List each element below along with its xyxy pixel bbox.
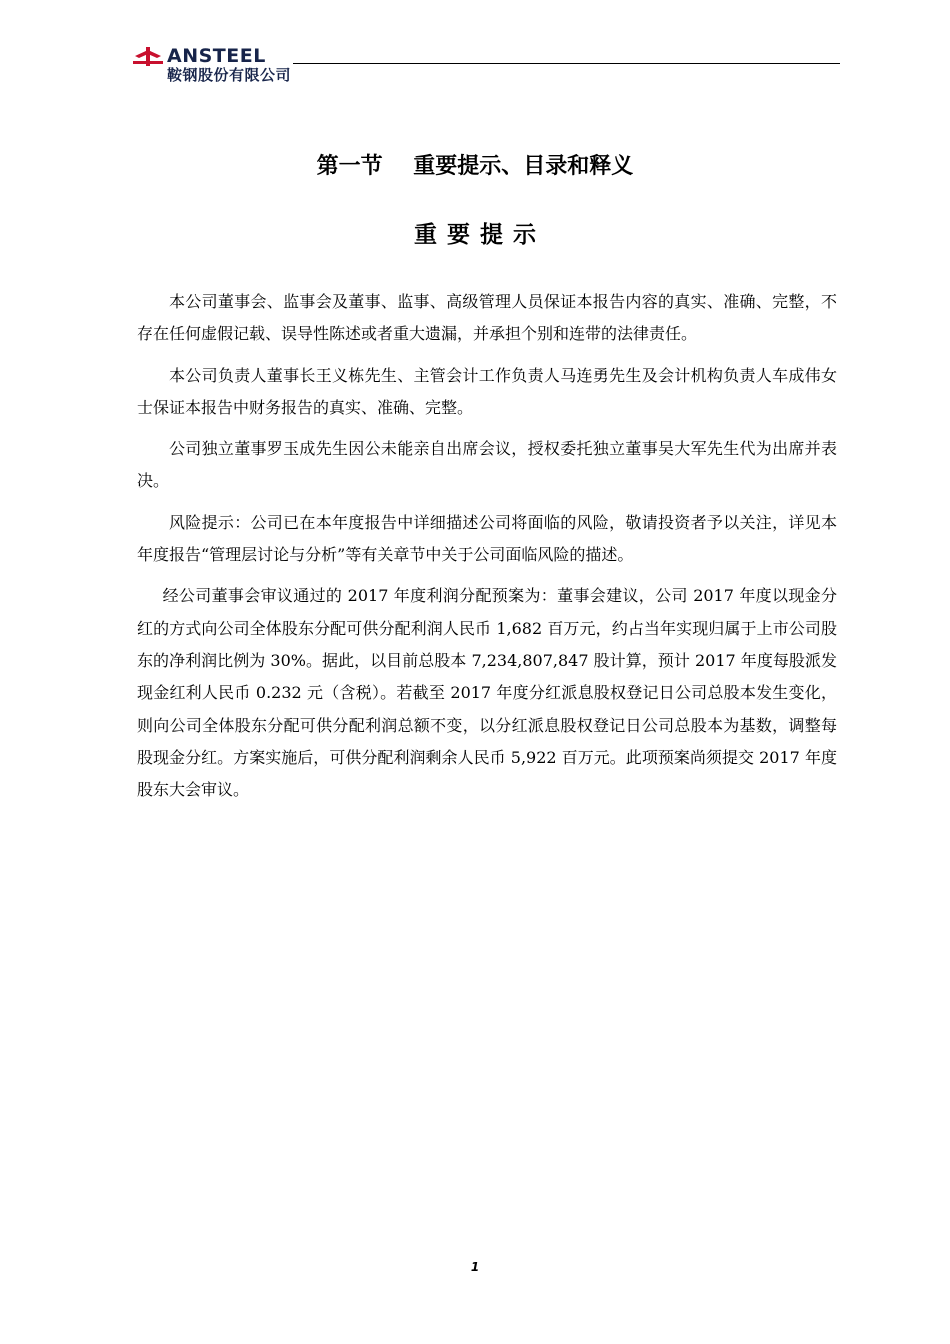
paragraph-profit-distribution: 经公司董事会审议通过的 2017 年度利润分配预案为：董事会建议，公司 2017 年度以现金分红的方式向公司全体股东分配可供分配利润人民币 1,682 百万元，约占当年实现归属于上市公司股东的净利润比例为 30%。据此，以目前总股本 7,234,807,847 股计算，预计 2017 年度每股派发现金红利人民币 0.232 元（含税）。若截至 2017 年度分红派息股权登记日公司总股本发生变化，则向公司全体股东分配可供分配利润总额不变，以分红派息股权登记日公司总股本为基数，调整每股现金分红。方案实施后，可供分配利润剩余人民币 5,922 百万元。此项预案尚须提交 2017 年度股东大会审议。 xyxy=(137,586,837,800)
ansteel-logo-icon xyxy=(133,46,163,68)
header-divider xyxy=(293,63,840,64)
logo-english-name: ANSTEEL xyxy=(167,45,266,67)
paragraph-independent-director: 公司独立董事罗玉成先生因公未能亲自出席会议，授权委托独立董事吴大军先生代为出席并表决。 xyxy=(137,439,837,491)
page-number: 1 xyxy=(470,1260,480,1274)
paragraph-risk-notice: 风险提示：公司已在本年度报告中详细描述公司将面临的风险，敬请投资者予以关注，详见本年度报告“管理层讨论与分析”等有关章节中关于公司面临风险的描述。 xyxy=(137,512,837,565)
paragraph-responsibility: 本公司董事会、监事会及董事、监事、高级管理人员保证本报告内容的真实、准确、完整，不存在任何虚假记载、误导性陈述或者重大遗漏，并承担个别和连带的法律责任。 xyxy=(137,292,837,344)
section-title: 第一节 重要提示、目录和释义 xyxy=(316,153,634,179)
page-header xyxy=(133,46,840,86)
paragraph-responsible-persons: 本公司负责人董事长王义栋先生、主管会计工作负责人马连勇先生及会计机构负责人车成伟女士保证本报告中财务报告的真实、准确、完整。 xyxy=(137,365,837,417)
subtitle: 重要提示 xyxy=(414,221,546,248)
logo-chinese-name: 鞍钢股份有限公司 xyxy=(167,66,292,84)
body-text xyxy=(137,286,837,815)
